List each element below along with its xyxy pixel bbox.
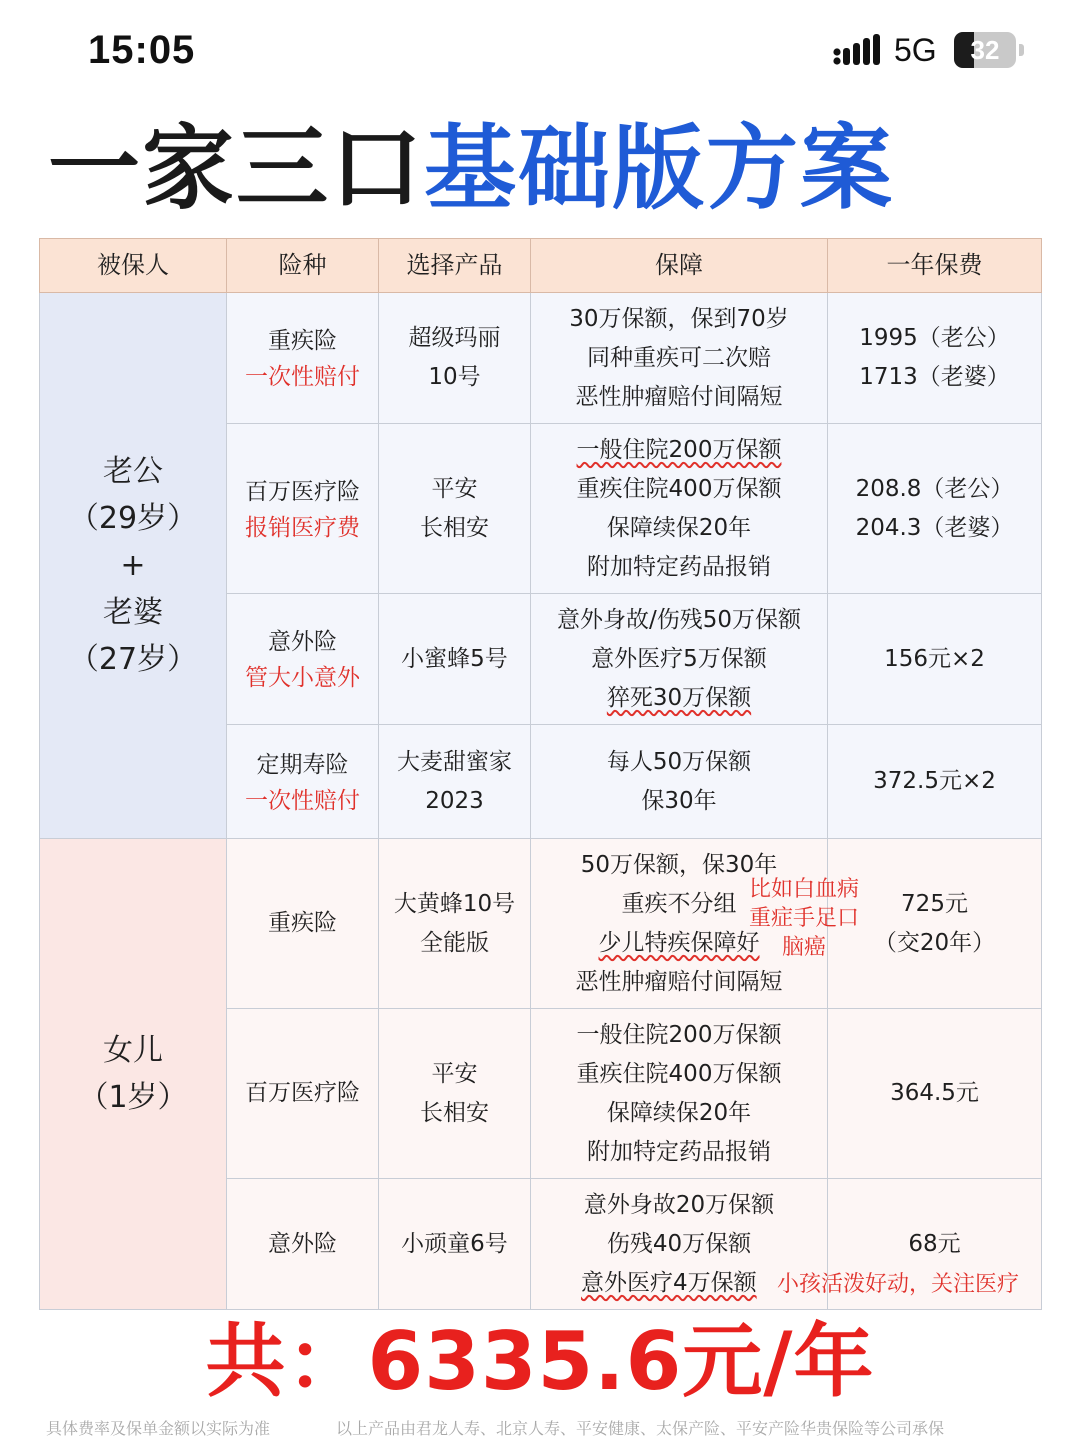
header-type: 险种 <box>227 239 379 293</box>
premium-value: 372.5元×2 <box>873 768 996 794</box>
coverage-item: 一般住院200万保额 <box>576 1021 782 1048</box>
note-line: 脑癌 <box>782 935 827 960</box>
coverage-item: 伤残40万保额 <box>606 1230 752 1257</box>
premium-value: 204.3（老婆） <box>855 514 1014 541</box>
coverage-item: 同种重疾可二次赔 <box>587 344 771 371</box>
type-cell <box>227 839 379 1009</box>
insured-age: （29岁） <box>68 501 198 536</box>
coverage-item: 保30年 <box>641 787 717 814</box>
insured-name: 女儿 <box>103 1033 163 1068</box>
footnote-underwriters: 以上产品由君龙人寿、北京人寿、平安健康、太保产险、平安产险华贵保险等公司承保 <box>336 1419 945 1438</box>
premium-value: 364.5元 <box>890 1080 979 1106</box>
header-premium: 一年保费 <box>828 239 1042 293</box>
insurance-type: 百万医疗险 <box>245 478 360 505</box>
table-row <box>40 839 1042 1009</box>
insurance-type: 重疾险 <box>268 910 337 936</box>
footnote-disclaimer: 具体费率及保单金额以实际为准 <box>46 1419 271 1438</box>
type-cell <box>227 594 379 725</box>
note-line: 比如白血病 <box>749 877 860 902</box>
product-cell <box>379 1179 531 1310</box>
product-name: 10号 <box>428 364 481 390</box>
insured-name: 老公 <box>103 454 163 489</box>
coverage-item: 附加特定药品报销 <box>587 553 771 580</box>
status-bar <box>0 0 1080 100</box>
title-part-family: 一家三口 <box>48 114 425 222</box>
coverage-item: 30万保额，保到70岁 <box>569 305 789 332</box>
insured-plus: + <box>120 548 146 583</box>
coverage-item: 附加特定药品报销 <box>587 1138 771 1165</box>
product-name: 超级玛丽 <box>408 325 501 351</box>
battery-icon <box>954 32 1026 68</box>
insured-age: （1岁） <box>78 1080 188 1115</box>
group-couple <box>40 293 1042 839</box>
coverage-cell <box>531 839 860 1009</box>
coverage-item: 保障续保20年 <box>606 514 752 541</box>
battery-level: 32 <box>970 35 1000 65</box>
coverage-item: 意外医疗4万保额 <box>581 1269 757 1296</box>
network-type-label: 5G <box>894 32 937 68</box>
insured-couple <box>40 293 227 839</box>
coverage-item: 意外医疗5万保额 <box>591 645 767 672</box>
disease-example-note <box>749 875 859 962</box>
type-cell <box>227 424 379 594</box>
page-title <box>48 112 894 224</box>
insured-daughter <box>40 839 227 1310</box>
status-time: 15:05 <box>88 28 196 72</box>
coverage-item: 意外身故/伤残50万保额 <box>556 606 801 633</box>
header-product: 选择产品 <box>379 239 531 293</box>
product-cell <box>379 1009 531 1179</box>
product-name: 平安 <box>431 475 478 502</box>
type-cell <box>227 725 379 839</box>
insured-name: 老婆 <box>103 595 163 630</box>
type-cell <box>227 293 379 424</box>
product-cell <box>379 424 531 594</box>
header-insured: 被保人 <box>40 239 227 293</box>
product-name: 平安 <box>431 1060 478 1087</box>
premium-value: 68元 <box>908 1230 961 1257</box>
coverage-item: 重疾住院400万保额 <box>576 1060 782 1087</box>
coverage-item: 猝死30万保额 <box>606 684 752 711</box>
insurance-type: 意外险 <box>268 1230 337 1257</box>
premium-cell <box>828 1009 1042 1179</box>
type-cell <box>227 1179 379 1310</box>
product-cell <box>379 725 531 839</box>
coverage-item: 恶性肿瘤赔付间隔短 <box>575 383 783 410</box>
insured-age: （27岁） <box>68 642 198 677</box>
premium-value: 1713（老婆） <box>859 364 1010 390</box>
activity-note: 小孩活泼好动，关注医疗 <box>777 1272 1020 1297</box>
coverage-cell <box>531 594 828 725</box>
coverage-item: 每人50万保额 <box>606 748 752 775</box>
product-name: 大黄蜂10号 <box>393 890 516 917</box>
type-cell <box>227 1009 379 1179</box>
cellular-signal-icon <box>832 34 880 66</box>
coverage-item: 恶性肿瘤赔付间隔短 <box>575 968 783 995</box>
insurance-type: 意外险 <box>268 629 337 655</box>
type-note: 一次性赔付 <box>245 787 360 814</box>
note-line: 重症手足口 <box>749 906 860 931</box>
table-header-row <box>40 239 1042 293</box>
group-daughter <box>40 839 1042 1310</box>
product-name: 大麦甜蜜家 <box>397 748 512 775</box>
header-coverage: 保障 <box>531 239 828 293</box>
annual-total: 共：6335.6元/年 <box>205 1315 875 1408</box>
type-note: 报销医疗费 <box>245 514 360 541</box>
insurance-type: 重疾险 <box>268 328 337 354</box>
premium-cell <box>828 424 1042 594</box>
product-name: 长相安 <box>420 1099 489 1126</box>
type-note: 管大小意外 <box>245 665 360 691</box>
premium-cell <box>828 725 1042 839</box>
premium-value: 156元×2 <box>884 645 985 672</box>
product-name: 2023 <box>425 787 484 814</box>
coverage-item: 50万保额，保30年 <box>580 851 778 878</box>
coverage-cell <box>531 293 828 424</box>
product-cell <box>379 594 531 725</box>
premium-value: （交20年） <box>873 929 996 956</box>
product-cell <box>379 293 531 424</box>
coverage-item: 少儿特疾保障好 <box>598 929 760 956</box>
coverage-item: 一般住院200万保额 <box>576 436 782 463</box>
coverage-item: 重疾住院400万保额 <box>576 475 782 502</box>
coverage-cell <box>531 725 828 839</box>
coverage-cell <box>531 424 828 594</box>
premium-value: 208.8（老公） <box>855 475 1014 502</box>
product-name: 全能版 <box>420 929 489 956</box>
coverage-item: 意外身故20万保额 <box>583 1191 775 1218</box>
product-name: 小蜜蜂5号 <box>401 645 508 672</box>
premium-cell <box>828 594 1042 725</box>
table-row <box>40 293 1042 424</box>
product-name: 小顽童6号 <box>401 1230 508 1257</box>
premium-cell <box>828 839 1042 1009</box>
product-name: 长相安 <box>420 514 489 541</box>
type-note: 一次性赔付 <box>245 364 360 390</box>
insurance-plan-table <box>39 238 1042 1310</box>
premium-value: 1995（老公） <box>859 325 1010 351</box>
premium-value: 725元 <box>901 890 968 917</box>
coverage-cell <box>531 1009 828 1179</box>
coverage-item: 重疾不分组 <box>621 890 737 917</box>
premium-cell <box>828 293 1042 424</box>
product-cell <box>379 839 531 1009</box>
title-part-plan: 基础版方案 <box>424 114 895 222</box>
coverage-item: 保障续保20年 <box>606 1099 752 1126</box>
insurance-type: 定期寿险 <box>256 751 349 778</box>
insurance-type: 百万医疗险 <box>245 1080 360 1106</box>
